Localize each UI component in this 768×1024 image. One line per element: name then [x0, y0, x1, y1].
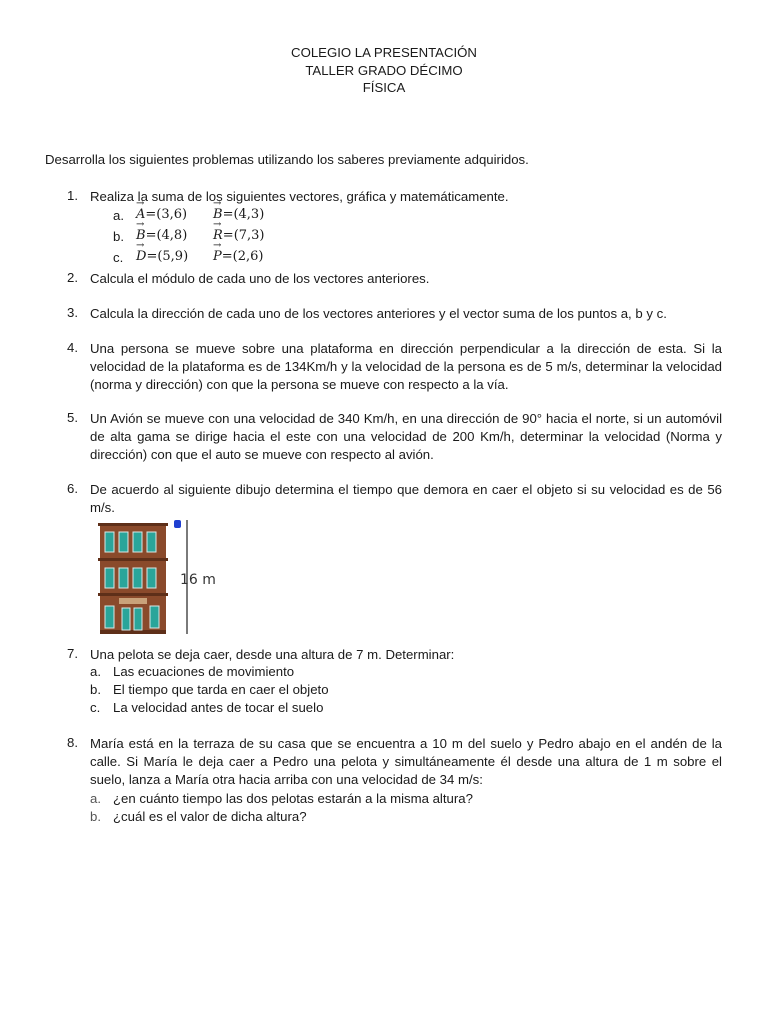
q7-item-b-text: El tiempo que tarda en caer el objeto	[113, 682, 329, 697]
q7-item-b-letter: b.	[90, 682, 101, 697]
q6-number: 6.	[67, 481, 78, 496]
q3-text: Calcula la dirección de cada uno de los vectores anteriores y el vector suma de los puntos a, b y c.	[90, 306, 667, 321]
q1-item-c-vector2: → P=(2,6)	[213, 249, 263, 264]
q8-item-a-text: ¿en cuánto tiempo las dos pelotas estarán a la misma altura?	[113, 791, 473, 806]
building-icon	[97, 518, 217, 636]
q7-item-a-text: Las ecuaciones de movimiento	[113, 664, 295, 679]
q2-number: 2.	[67, 270, 78, 285]
q1-item-a-vector2: → B=(4,3)	[213, 207, 264, 222]
q5-text: Un Avión se mueve con una velocidad de 340 Km/h, en una dirección de 90° hacia el norte, si un automóvil de alta gama se dirige hacia el este con una velocidad de 200 Km/h, determinar la velocidad (Norma y dirección) con que el auto se mueve con respecto al avión.	[90, 411, 722, 462]
q7-item-a-letter: a.	[90, 664, 101, 679]
q1-number: 1.	[67, 188, 78, 203]
building-figure	[97, 518, 217, 636]
q2-text: Calcula el módulo de cada uno de los vectores anteriores.	[90, 271, 430, 286]
school-name: COLEGIO LA PRESENTACIÓN	[291, 45, 477, 60]
q3-number: 3.	[67, 305, 78, 320]
q1-item-b-vector1: → B=(4,8)	[136, 228, 187, 243]
q8-item-b-text: ¿cuál es el valor de dicha altura?	[113, 809, 307, 824]
q7-item-c-letter: c.	[90, 700, 101, 715]
q1-text: Realiza la suma de los siguientes vectores, gráfica y matemáticamente.	[90, 189, 509, 204]
q1-item-a-vector1: → A=(3,6)	[136, 207, 187, 222]
q1-item-b-letter: b.	[113, 229, 124, 244]
intro-text: Desarrolla los siguientes problemas utilizando los saberes previamente adquiridos.	[45, 152, 529, 167]
q7-number: 7.	[67, 646, 78, 661]
q1-item-c-letter: c.	[113, 250, 124, 265]
q6-text: De acuerdo al siguiente dibujo determina el tiempo que demora en caer el objeto si su velocidad es de 56 m/s.	[90, 482, 722, 515]
q1-item-a-letter: a.	[113, 208, 124, 223]
q5-number: 5.	[67, 410, 78, 425]
course-title: TALLER GRADO DÉCIMO	[305, 62, 463, 78]
q4-text: Una persona se mueve sobre una plataforma en dirección perpendicular a la dirección de esta. Si la velocidad de la plataforma es de 134Km/h y la velocidad de la persona es de 5 m/s, determinar la velocidad (norma y dirección) con que la persona se mueve con respecto a la vía.	[90, 341, 722, 392]
q8-number: 8.	[67, 735, 78, 750]
q1-item-c-vector1: → D=(5,9)	[136, 249, 188, 264]
height-label: 16 m	[180, 572, 216, 588]
subject-title: FÍSICA	[362, 80, 406, 95]
q4-number: 4.	[67, 340, 78, 355]
q1-item-b-vector2: → R=(7,3)	[213, 228, 265, 243]
q8-text: María está en la terraza de su casa que se encuentra a 10 m del suelo y Pedro abajo en el andén de la calle. Si María le deja caer a Pedro una pelota y simultáneamente él desde una altura de 1 m sobre el suelo, lanza a María otra hacia arriba con una velocidad de 34 m/s:	[90, 736, 722, 787]
q7-item-c-text: La velocidad antes de tocar el suelo	[113, 700, 324, 715]
document-header	[0, 44, 768, 97]
q7-text: Una pelota se deja caer, desde una altura de 7 m. Determinar:	[90, 647, 455, 662]
q8-item-a-letter: a.	[90, 791, 101, 806]
q8-item-b-letter: b.	[90, 809, 101, 824]
